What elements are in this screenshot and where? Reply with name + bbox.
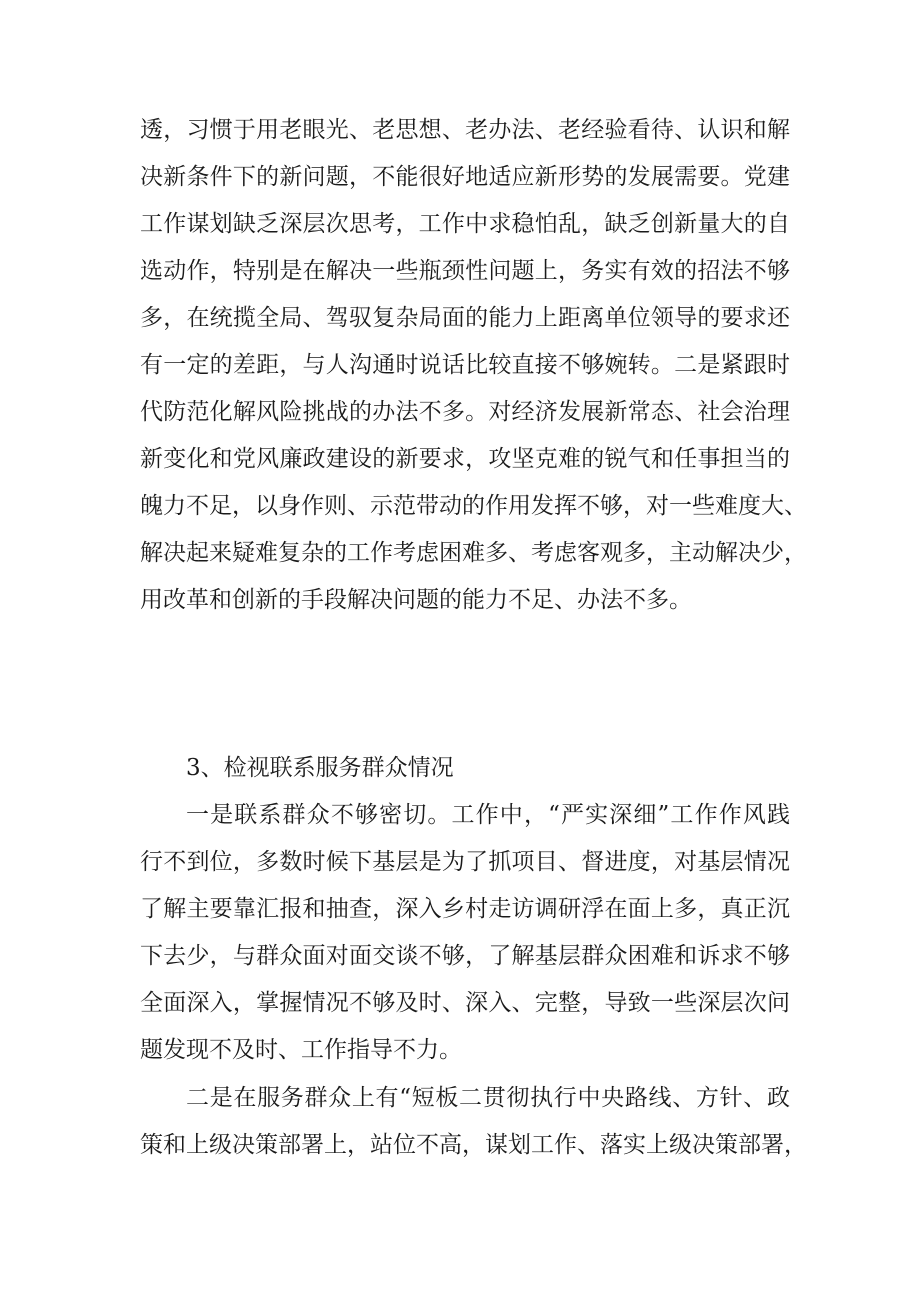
text-line: 了解主要靠汇报和抽查，深入乡村走访调研浮在面上多，真正沉	[140, 896, 790, 922]
text-line: 解决起来疑难复杂的工作考虑困难多、考虑客观多，主动解决少，	[140, 540, 807, 566]
text-line: 有一定的差距，与人沟通时说话比较直接不够婉转。二是紧跟时	[140, 352, 790, 378]
text-line: 透，习惯于用老眼光、老思想、老办法、老经验看待、认识和解	[140, 117, 790, 143]
section-3-paragraph-2	[140, 1075, 807, 1169]
paragraph-continuation	[140, 107, 807, 624]
section-3	[140, 745, 790, 1074]
text-line: 策和上级决策部署上，站位不高，谋划工作、落实上级决策部署，	[140, 1132, 807, 1158]
text-line: 决新条件下的新问题，不能很好地适应新形势的发展需要。党建	[140, 164, 790, 190]
text-line: 魄力不足，以身作则、示范带动的作用发挥不够，对一些难度大、	[140, 493, 807, 519]
text-line: 全面深入，掌握情况不够及时、深入、完整，导致一些深层次问	[140, 990, 790, 1016]
text-line: 用改革和创新的手段解决问题的能力不足、办法不多。	[140, 587, 692, 613]
text-line: 工作谋划缺乏深层次思考，工作中求稳怕乱，缺乏创新量大的自	[140, 211, 790, 237]
section-heading: 3、检视联系服务群众情况	[186, 755, 454, 781]
text-line: 多，在统揽全局、驾驭复杂局面的能力上距离单位领导的要求还	[140, 305, 790, 331]
text-line: 代防范化解风险挑战的办法不多。对经济发展新常态、社会治理	[140, 399, 790, 425]
text-line: 下去少，与群众面对面交谈不够，了解基层群众困难和诉求不够	[140, 943, 790, 969]
text-line: 题发现不及时、工作指导不力。	[140, 1037, 462, 1063]
text-line: 一是联系群众不够密切。工作中，“严实深细”工作作风践	[186, 802, 790, 828]
text-line: 二是在服务群众上有“短板二贯彻执行中央路线、方针、政	[186, 1085, 790, 1111]
text-line: 选动作，特别是在解决一些瓶颈性问题上，务实有效的招法不够	[140, 258, 790, 284]
text-line: 行不到位，多数时候下基层是为了抓项目、督进度，对基层情况	[140, 849, 790, 875]
text-line: 新变化和党风廉政建设的新要求，攻坚克难的锐气和任事担当的	[140, 446, 790, 472]
